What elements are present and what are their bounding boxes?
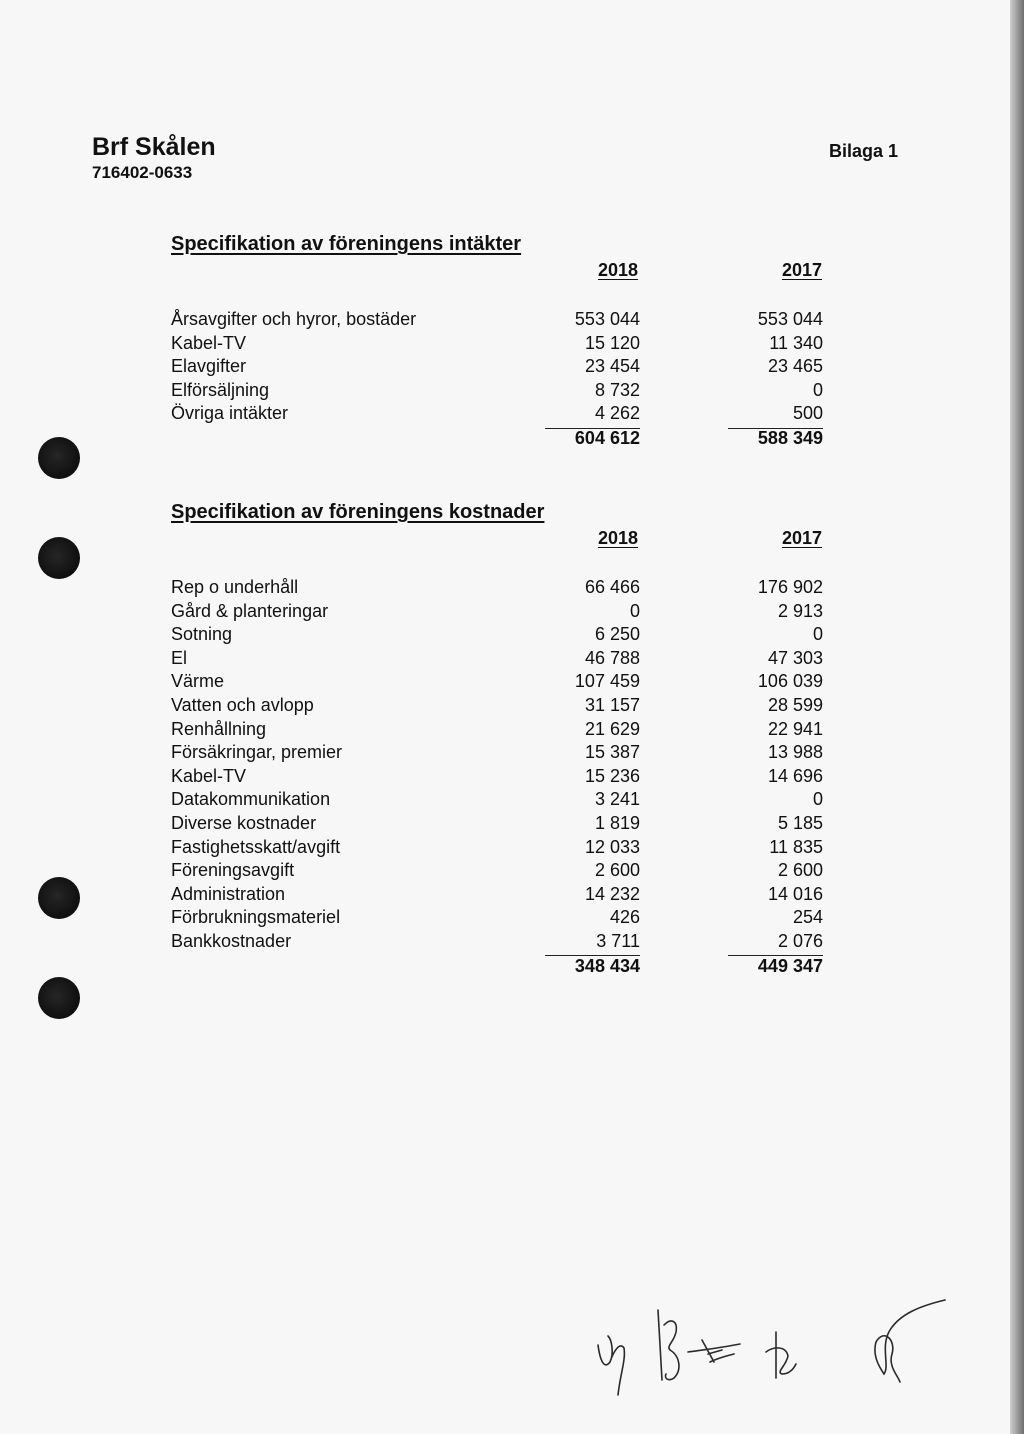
income-label: Övriga intäkter (171, 403, 289, 424)
costs-section-title: Specifikation av föreningens kostnader (171, 501, 545, 523)
cost-value-2017: 106 039 (757, 671, 823, 692)
cost-value-2018: 12 033 (584, 836, 640, 857)
cost-value-2017: 0 (812, 789, 823, 810)
cost-row (0, 907, 1012, 931)
punch-hole (38, 437, 80, 479)
organization-name: Brf Skålen (92, 133, 216, 161)
cost-label: Föreningsavgift (171, 860, 295, 881)
income-value-2018: 15 120 (584, 332, 640, 353)
cost-row (0, 695, 1012, 719)
cost-row (0, 624, 1012, 648)
cost-label: El (171, 647, 188, 668)
income-row (0, 333, 1012, 357)
cost-row (0, 860, 1012, 884)
cost-value-2017: 22 941 (767, 718, 823, 739)
cost-row (0, 884, 1012, 908)
costs-total-2018: 348 434 (574, 956, 640, 976)
income-value-2017: 23 465 (767, 356, 823, 377)
cost-value-2018: 15 236 (584, 765, 640, 786)
income-label: Årsavgifter och hyror, bostäder (171, 309, 417, 329)
cost-value-2017: 2 600 (777, 860, 823, 881)
cost-value-2017: 176 902 (757, 577, 823, 597)
income-row (0, 403, 1012, 427)
cost-row (0, 577, 1012, 601)
cost-value-2018: 426 (609, 907, 640, 928)
attachment-label: Bilaga 1 (829, 141, 899, 161)
punch-hole (38, 877, 80, 919)
cost-label: Värme (171, 671, 225, 692)
cost-label: Rep o underhåll (171, 577, 299, 597)
cost-label: Förbrukningsmateriel (171, 907, 341, 928)
income-value-2018: 4 262 (594, 403, 640, 424)
cost-value-2017: 254 (792, 907, 823, 928)
cost-label: Sotning (171, 624, 233, 645)
cost-label: Datakommunikation (171, 789, 331, 810)
cost-row (0, 601, 1012, 625)
cost-row (0, 837, 1012, 861)
cost-row (0, 742, 1012, 766)
organization-number: 716402-0633 (92, 163, 193, 182)
cost-label: Gård & planteringar (171, 600, 329, 621)
cost-row (0, 789, 1012, 813)
income-label: Elavgifter (171, 356, 247, 377)
cost-value-2017: 14 016 (767, 883, 823, 904)
income-section-title: Specifikation av föreningens intäkter (171, 233, 522, 255)
cost-value-2018: 0 (629, 600, 640, 621)
cost-value-2017: 47 303 (767, 647, 823, 668)
cost-value-2017: 2 913 (777, 600, 823, 621)
cost-value-2018: 21 629 (584, 718, 640, 739)
cost-label: Vatten och avlopp (171, 695, 314, 715)
income-total-2018: 604 612 (574, 428, 640, 448)
cost-label: Fastighetsskatt/avgift (171, 836, 341, 857)
cost-value-2018: 3 241 (594, 789, 640, 810)
cost-value-2018: 15 387 (584, 742, 640, 763)
income-value-2017: 0 (812, 379, 823, 400)
punch-hole (38, 537, 80, 579)
cost-value-2017: 0 (812, 624, 823, 645)
cost-value-2018: 3 711 (596, 931, 640, 951)
income-value-2017: 11 340 (769, 332, 823, 353)
cost-value-2017: 11 835 (769, 836, 823, 857)
income-row (0, 309, 1012, 333)
cost-label: Bankkostnader (171, 931, 292, 951)
cost-row (0, 671, 1012, 695)
cost-label: Renhållning (171, 718, 267, 739)
cost-value-2017: 14 696 (767, 765, 823, 786)
income-total-2017: 588 349 (757, 428, 823, 448)
cost-value-2018: 14 232 (584, 883, 640, 904)
cost-value-2018: 6 250 (594, 624, 640, 645)
cost-row (0, 648, 1012, 672)
cost-value-2018: 107 459 (574, 671, 640, 692)
cost-row (0, 813, 1012, 837)
income-value-2017: 553 044 (757, 309, 823, 329)
cost-value-2017: 28 599 (767, 695, 823, 715)
cost-value-2017: 2 076 (777, 931, 823, 951)
income-value-2017: 500 (792, 403, 823, 424)
income-row (0, 356, 1012, 380)
costs-year-2017-header: 2017 (781, 528, 822, 548)
cost-value-2018: 46 788 (584, 647, 640, 668)
costs-year-2018-header: 2018 (597, 528, 638, 548)
income-year-2018-header: 2018 (597, 260, 638, 280)
cost-row (0, 719, 1012, 743)
income-label: Elförsäljning (171, 379, 270, 400)
income-value-2018: 23 454 (584, 356, 640, 377)
cost-label: Försäkringar, premier (171, 742, 343, 763)
page-edge-shadow (1010, 0, 1024, 1434)
cost-value-2018: 66 466 (584, 577, 640, 597)
income-label: Kabel-TV (171, 332, 247, 353)
cost-value-2018: 31 157 (584, 695, 640, 715)
handwritten-initials (590, 1270, 960, 1410)
cost-label: Diverse kostnader (171, 813, 317, 833)
cost-value-2017: 13 988 (767, 742, 823, 763)
income-value-2018: 8 732 (594, 379, 640, 400)
income-row (0, 380, 1012, 404)
costs-total-2017: 449 347 (757, 956, 823, 976)
cost-row (0, 766, 1012, 790)
cost-label: Kabel-TV (171, 765, 247, 786)
cost-label: Administration (171, 883, 286, 904)
cost-value-2017: 5 185 (777, 813, 823, 833)
punch-hole (38, 977, 80, 1019)
income-year-2017-header: 2017 (781, 260, 822, 280)
cost-value-2018: 1 819 (594, 813, 640, 833)
income-value-2018: 553 044 (574, 309, 640, 329)
cost-value-2018: 2 600 (594, 860, 640, 881)
cost-row (0, 931, 1012, 955)
